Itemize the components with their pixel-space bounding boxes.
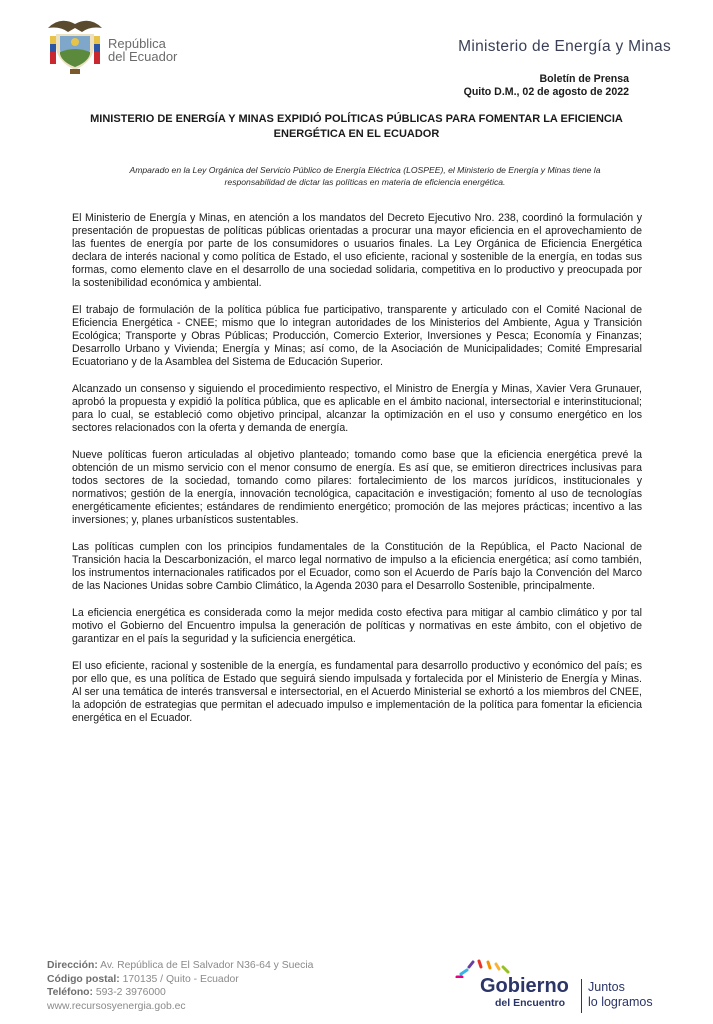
address-label: Dirección: bbox=[47, 960, 98, 971]
postal-line bbox=[47, 973, 313, 987]
headline-line-1: MINISTERIO DE ENERGÍA Y MINAS EXPIDIÓ POLÍTICAS PÚBLICAS PARA FOMENTAR LA EFICIENCIA bbox=[90, 113, 623, 125]
postal-label: Código postal: bbox=[47, 973, 120, 985]
bulletin-type: Boletín de Prensa bbox=[539, 73, 629, 85]
epigraph bbox=[110, 164, 620, 188]
ministry-name: Ministerio de Energía y Minas bbox=[458, 38, 671, 55]
footer-contact bbox=[47, 959, 313, 1013]
paragraph: Las políticas cumplen con los principios fundamentales de la Constitución de la República, el Pacto Nacional de Transición hacia la Descarbonización, el marco legal normativo de impulso a la eficiencia energética; así como también, los instrumentos internacionales ratificados por el Ecuador, como son el Acuerdo de París bajo la Convención del Marco de las Naciones Unidas sobre Cambio Climático, la Agenda 2030 para el Desarrollo Sostenible, principalmente. bbox=[72, 541, 642, 592]
headline-line-2: ENERGÉTICA EN EL ECUADOR bbox=[273, 128, 440, 140]
juntos-lo-logramos bbox=[588, 980, 653, 1010]
gobierno-logo bbox=[455, 958, 695, 1018]
paragraph: La eficiencia energética es considerada como la mejor medida costo efectiva para mitigar al cambio climático y por tal motivo el Gobierno del Encuentro impulsa la generación de políticas y normativas en este ámbito, con el objetivo de garantizar en el país la seguridad y la suficiencia energética. bbox=[72, 607, 642, 645]
logo-divider bbox=[581, 979, 582, 1013]
del-encuentro-word: del Encuentro bbox=[495, 997, 566, 1009]
phone-value: 593-2 3976000 bbox=[95, 987, 166, 998]
republica-line-1: República bbox=[108, 36, 166, 51]
epigraph-line-2: responsabilidad de dictar las políticas en materia de eficiencia energética. bbox=[224, 177, 506, 187]
paragraph: Nueve políticas fueron articuladas al objetivo planteado; tomando como base que la eficiencia energética prevé la obtención de un mismo servicio con el menor consumo de energía. Es así que, se emitieron directrices inclusivas para todos sectores de la sociedad, tomando como pilares: fortalecimiento de los marcos jurídicos, institucionales y normativos; gestión de la energía, innovación tecnológica, capacitación e investigación; fomento al uso de tecnologías energéticamente eficientes; estándares de rendimiento energético; promoción de las mejores prácticas; incentivo a las inversiones; y, planes urbanísticos sustentables. bbox=[72, 449, 642, 526]
website-link[interactable]: www.recursosyenergia.gob.ec bbox=[47, 1000, 186, 1012]
coat-of-arms-icon bbox=[44, 14, 106, 76]
paragraph: El Ministerio de Energía y Minas, en atención a los mandatos del Decreto Ejecutivo Nro. 238, coordinó la formulación y presentación de propuestas de políticas públicas orientadas a procurar una mayor eficiencia en el aprovechamiento de las fuentes de energía por parte de los consumidores o usuarios finales. La Ley Orgánica de Eficiencia Energética declara de interés nacional y como política de Estado, el uso eficiente, racional y sostenible de la energía, en todas sus formas, como elemento clave en el desarrollo de una sociedad solidaria, competitiva en lo productivo y preocupada por la sostenibilidad económica y ambiental. bbox=[72, 212, 642, 289]
gobierno-word: Gobierno bbox=[480, 975, 569, 997]
epigraph-line-1: Amparado en la Ley Orgánica del Servicio Público de Energía Eléctrica (LOSPEE), el Ministerio de Energía y Minas tiene la bbox=[129, 165, 601, 175]
place-date: Quito D.M., 02 de agosto de 2022 bbox=[463, 86, 629, 98]
phone-label: Teléfono: bbox=[47, 987, 93, 998]
article-body bbox=[72, 212, 642, 739]
headline bbox=[90, 112, 623, 142]
juntos-word: Juntos bbox=[588, 980, 625, 994]
page-header bbox=[0, 0, 713, 80]
address-line bbox=[47, 959, 313, 973]
paragraph: Alcanzado un consenso y siguiendo el procedimiento respectivo, el Ministro de Energía y Minas, Xavier Vera Grunauer, aprobó la propuesta y expidió la política pública, que es aplicable en el ámbito nacional, intersectorial e interinstitucional; para lo cual, se estableció como objetivo principal, alcanzar la optimización en el uso y consumo energético en los sectores relacionados con la oferta y demanda de energía. bbox=[72, 383, 642, 434]
paragraph: El uso eficiente, racional y sostenible de la energía, es fundamental para desarrollo productivo y económico del país; es por ello que, es una política de Estado que seguirá siendo impulsada y fortalecida por el Ministerio de Energía y Minas. Al ser una temática de interés transversal e intersectorial, en el Acuerdo Ministerial se exhortó a los miembros del CNEE, la adopción de estrategias que permitan el adecuado impulso e implementación de la política para fomentar la eficiencia energética en el Ecuador. bbox=[72, 660, 642, 724]
postal-value: 170135 / Quito - Ecuador bbox=[122, 973, 239, 985]
dateline bbox=[464, 73, 629, 99]
address-value: Av. República de El Salvador N36-64 y Suecia bbox=[100, 960, 314, 971]
republica-line-2: del Ecuador bbox=[108, 49, 178, 64]
phone-line bbox=[47, 986, 313, 1000]
republica-label bbox=[108, 37, 177, 63]
lo-logramos-word: lo logramos bbox=[588, 995, 653, 1009]
paragraph: El trabajo de formulación de la política pública fue participativo, transparente y articulado con el Comité Nacional de Eficiencia Energética - CNEE; mismo que lo integran autoridades de los Ministerios del Ambiente, Agua y Transición Ecológica; Transporte y Obras Públicas; Producción, Comercio Exterior, Inversiones y Pesca; Economía y Finanzas; Desarrollo Urbano y Vivienda; Energía y Minas; así como, de la Asociación de Municipalidades; Comité Empresarial Ecuatoriano y de la Asamblea del Sistema de Educación Superior. bbox=[72, 304, 642, 368]
